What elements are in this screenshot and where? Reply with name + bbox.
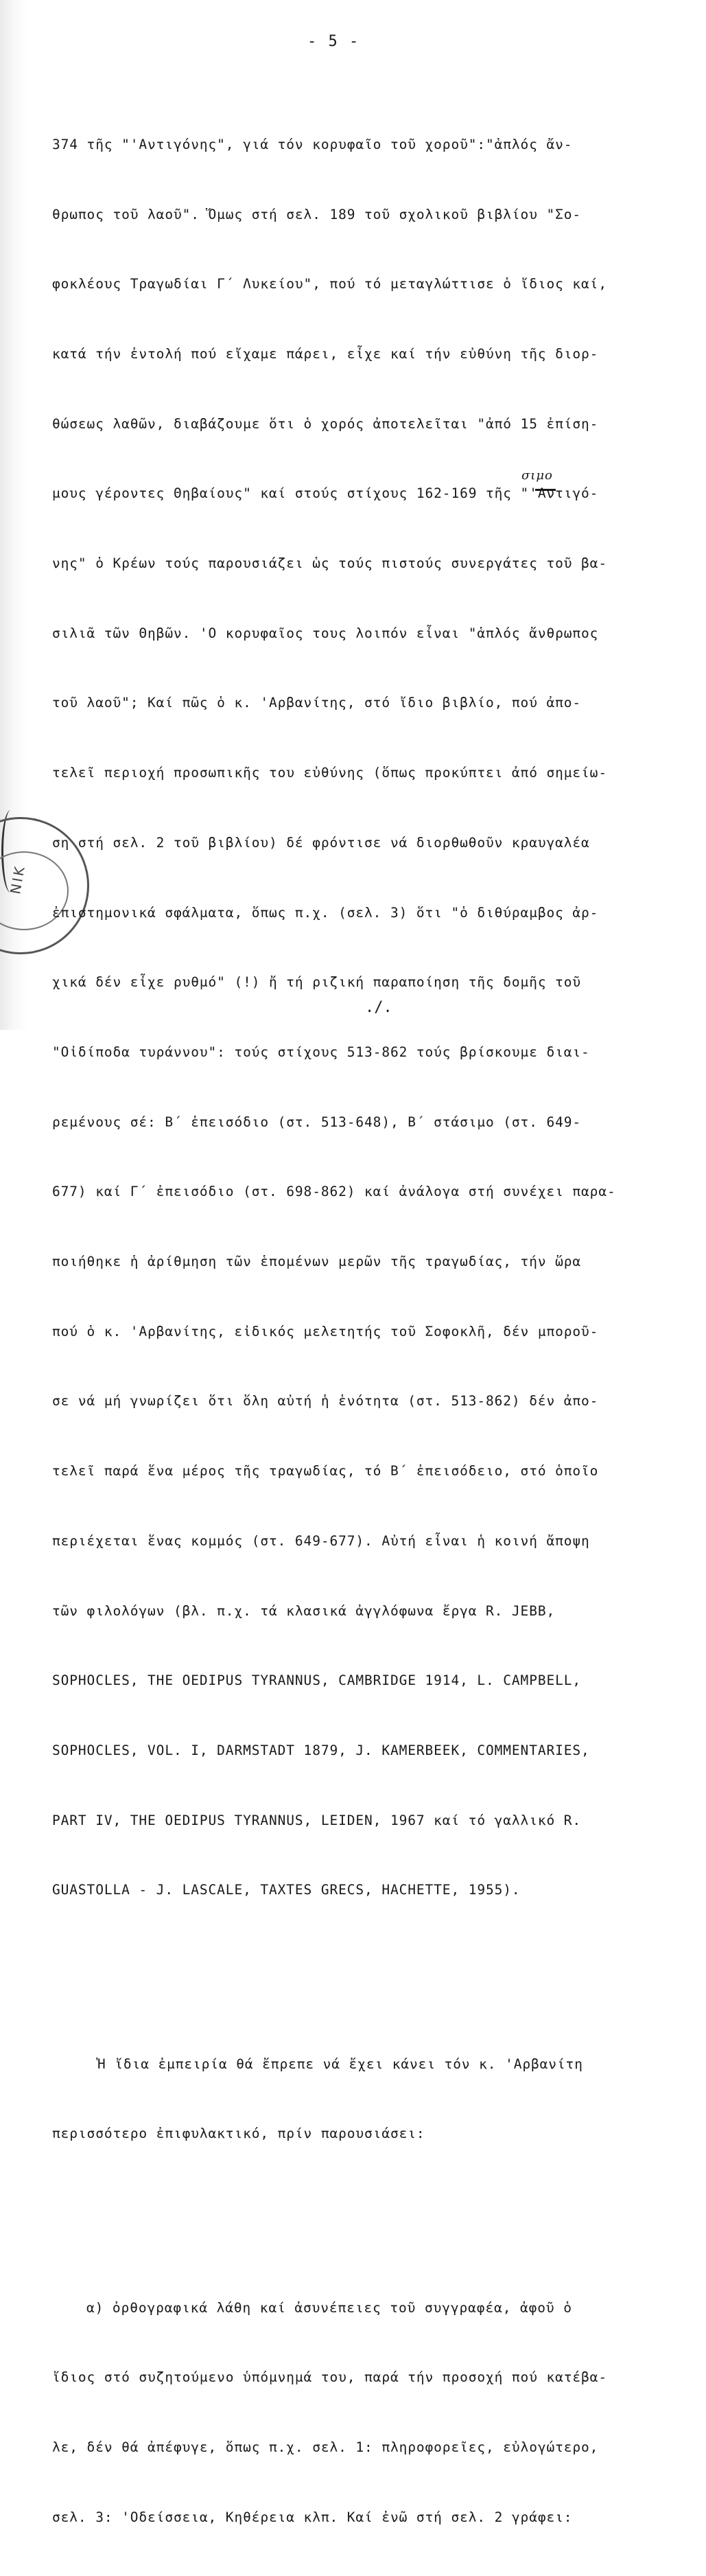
list-item-line: λε, δέν θά ἀπέφυγε, ὅπως π.χ. σελ. 1: πληροφορεῖες, εὐλογώτερο, [52, 2439, 599, 2456]
text-line: σιλιᾶ τῶν Θηβῶν. 'Ο κορυφαῖος τους λοιπόν εἶναι "ἁπλός ἄνθρωπος [52, 625, 599, 641]
paragraph-gap [52, 1972, 670, 1983]
text-line: τῶν φιλολόγων (βλ. π.χ. τά κλασικά ἀγγλόφωνα ἔργα R. JEBB, [52, 1602, 556, 1619]
text-line: SOPHOCLES, THE OEDIPUS TYRANNUS, CAMBRIDGE 1914, L. CAMPBELL, [52, 1672, 582, 1689]
text-line: "Οἰδίποδα τυράννου": τούς στίχους 513-862 τούς βρίσκουμε διαι- [52, 1044, 590, 1060]
text-line: SOPHOCLES, VOL. I, DARMSTADT 1879, J. KAMERBEEK, COMMENTARIES, [52, 1742, 590, 1758]
paragraph-line: περισσότερο ἐπιφυλακτικό, πρίν παρουσιάσει: [52, 2126, 425, 2142]
text-line: τοῦ λαοῦ"; Καί πῶς ὁ κ. 'Αρβανίτης, στό ἴδιο βιβλίο, πού ἀπο- [52, 695, 582, 711]
text-line: GUASTOLLA - J. LASCALE, TAXTES GRECS, HACHETTE, 1955). [52, 1882, 521, 1898]
handwritten-annotation: σιμο [521, 468, 553, 483]
text-line: τελεῖ παρά ἕνα μέρος τῆς τραγωδίας, τό Β΄ ἐπεισόδειο, στό ὁποῖο [52, 1463, 599, 1480]
text-line: σε νά μή γνωρίζει ὅτι ὅλη αὐτή ἡ ἑνότητα (στ. 513-862) δέν ἀπο- [52, 1393, 599, 1410]
text-line: περιέχεται ἕνας κομμός (στ. 649-677). Αὐτή εἶναι ἡ κοινή ἄποψη [52, 1532, 590, 1549]
text-line: ἐπιστημονικά σφάλματα, ὅπως π.χ. (σελ. 3) ὅτι "ὁ διθύραμβος ἀρ- [52, 904, 599, 921]
text-line: πού ὁ κ. 'Αρβανίτης, εἰδικός μελετητής τοῦ Σοφοκλῆ, δέν μποροῦ- [52, 1323, 599, 1339]
body-text [52, 87, 670, 2576]
continuation-mark: ./. [365, 999, 392, 1016]
list-item-line: σελ. 3: 'Οδείσσεια, Κηθέρεια κλπ. Καί ἐνῶ στή σελ. 2 γράφει: [52, 2509, 573, 2525]
text-line: 374 τῆς "'Αντιγόνης", γιά τόν κορυφαῖο τοῦ χοροῦ":"ἁπλός ἄν- [52, 136, 573, 152]
paragraph-gap [52, 2216, 670, 2227]
text-line: χικά δέν εἶχε ρυθμό" (!) ἤ τή ριζική παραποίηση τῆς δομῆς τοῦ [52, 974, 582, 991]
text-line: θρωπος τοῦ λαοῦ". Ὅμως στή σελ. 189 τοῦ σχολικοῦ βιβλίου "Σο- [52, 206, 582, 222]
text-line: τελεῖ περιοχή προσωπικῆς του εὐθύνης (ὅπως προκύπτει ἀπό σημείω- [52, 765, 607, 781]
text-line: ποιήθηκε ἡ ἀρίθμηση τῶν ἑπομένων μερῶν τῆς τραγωδίας, τήν ὥρα [52, 1254, 582, 1270]
paragraph-line: Ἡ ἴδια ἐμπειρία θά ἔπρεπε νά ἔχει κάνει τόν κ. 'Αρβανίτη [97, 2056, 583, 2072]
text-line: ρεμένους σέ: Β΄ ἐπεισόδιο (στ. 513-648), Β΄ στάσιμο (στ. 649- [52, 1114, 582, 1130]
text-line: μους γέροντες Θηβαίους" καί στούς στίχους 162-169 τῆς "'Αντιγό- [52, 485, 599, 502]
text-line: PART IV, THE OEDIPUS TYRANNUS, LEIDEN, 1967 καί τό γαλλικό R. [52, 1812, 582, 1828]
text-line: ση στή σελ. 2 τοῦ βιβλίου) δέ φρόντισε νά διορθωθοῦν κραυγαλέα [52, 834, 590, 851]
text-line: θώσεως λαθῶν, διαβάζουμε ὅτι ὁ χορός ἀποτελεῖται "ἀπό 15 ἐπίση- [52, 415, 599, 432]
list-item-line: ἴδιος στό συζητούμενο ὑπόμνημά του, παρά τήν προσοχή πού κατέβα- [52, 2369, 607, 2386]
text-line: κατά τήν ἐντολή πού εἴχαμε πάρει, εἶχε καί τήν εὐθύνη τῆς διορ- [52, 345, 599, 362]
text-line: φοκλέους Τραγωδίαι Γ΄ Λυκείου", πού τό μεταγλώττισε ὁ ἴδιος καί, [52, 276, 607, 292]
library-stamp-text: ΝΙΚ [7, 863, 29, 896]
page-number: - 5 - [307, 33, 360, 50]
list-item-line: α) ὀρθογραφικά λάθη καί ἀσυνέπειες τοῦ συγγραφέα, ἀφοῦ ὁ [86, 2299, 572, 2316]
text-line: 677) καί Γ΄ ἐπεισόδιο (στ. 698-862) καί ἀνάλογα στή συνέχει παρα- [52, 1184, 616, 1200]
text-line: νης" ὁ Κρέων τούς παρουσιάζει ὡς τούς πιστούς συνεργάτες τοῦ βα- [52, 555, 607, 572]
